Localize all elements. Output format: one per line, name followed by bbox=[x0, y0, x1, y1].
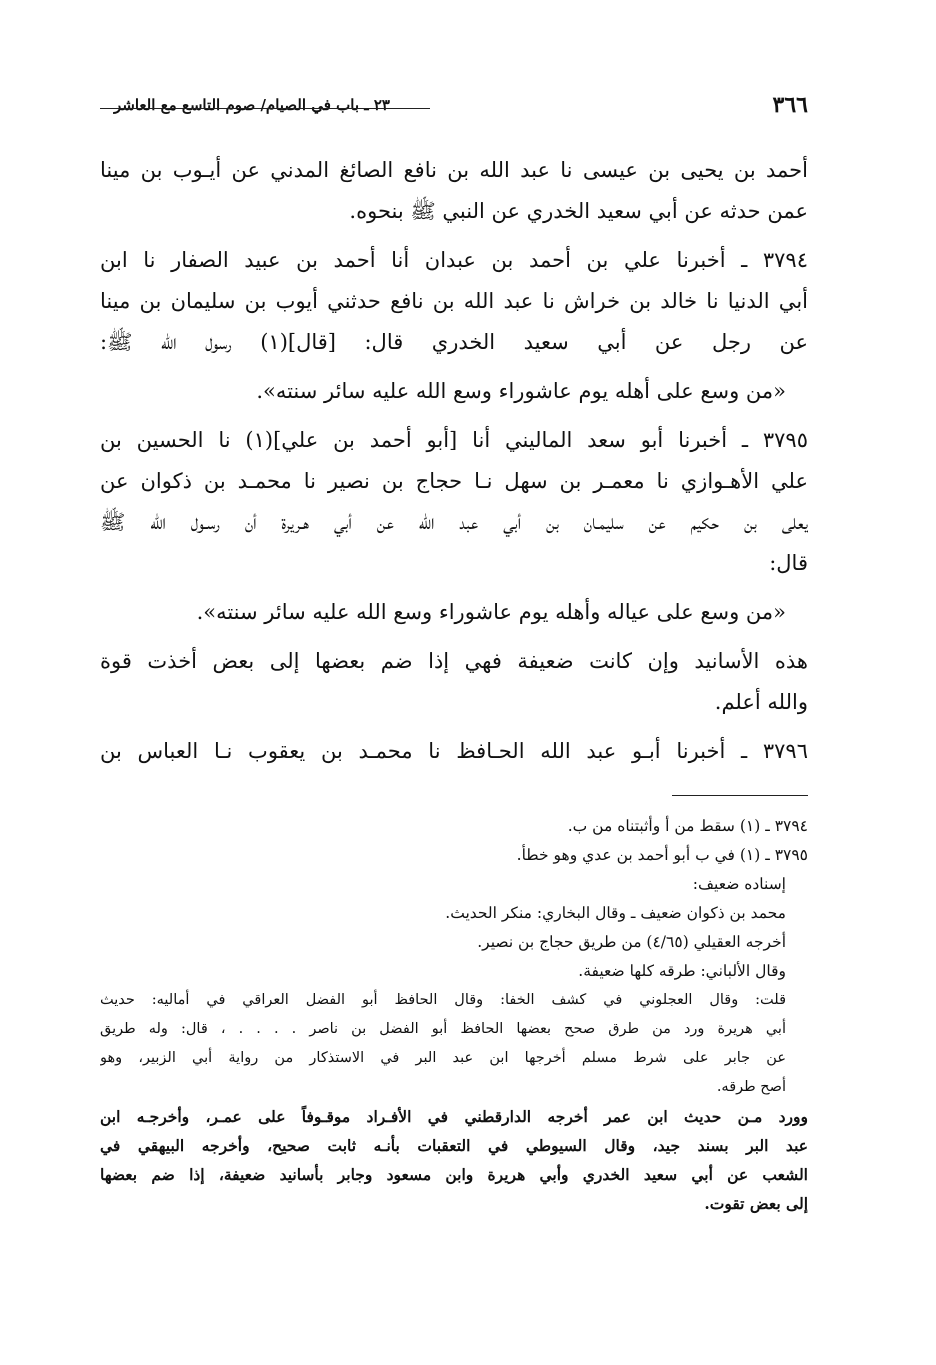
text-line: عن رجل عن أبي سعيد الخدري قال: [قال](١) رسول الله ﷺ: bbox=[100, 330, 808, 354]
footnote-rule bbox=[672, 795, 808, 796]
footnote-line: أخرجه العقيلي (٤/٦٥) من طريق حجاج بن نصير. bbox=[477, 933, 786, 951]
footnote-line: وقال الألباني: طرقه كلها ضعيفة. bbox=[578, 962, 786, 980]
footnote-line: ٣٧٩٤ ـ (١) سقط من أ وأثبتناه من ب. bbox=[567, 817, 808, 835]
running-title: ٢٣ ـ باب في الصيام/ صوم التاسع مع العاشر bbox=[113, 96, 390, 114]
hadith-3796: ٣٧٩٦ ـ أخبرنا أبـو عبد الله الحـافظ نا محمـد بن يعقوب نـا العباس بن bbox=[100, 739, 808, 763]
text-line: أحمد بن يحيى بن عيسى نا عبد الله بن نافع الصائغ المدني عن أيـوب بن مينا bbox=[100, 158, 808, 182]
text-line: أبي الدنيا نا خالد بن خراش نا عبد الله بن نافع حدثني أيوب بن سليمان بن مينا bbox=[100, 289, 808, 313]
hadith-3794: ٣٧٩٤ ـ أخبرنا علي بن أحمد بن عبدان أنا أحمد بن عبيد الصفار نا ابن bbox=[100, 248, 808, 272]
footnote-line: أصح طرقه. bbox=[716, 1079, 786, 1095]
footnote-line: ٣٧٩٥ ـ (١) في ب أبو أحمد بن عدي وهو خطأ. bbox=[516, 846, 808, 864]
text-line: يعلى بن حكيم عن سليمـان بن أبي عبد الله عن أبي هـريرة أن رسـول الله ﷺ bbox=[100, 510, 808, 534]
footnote-line: عن جابر على شرط مسلم أخرجها ابن عبد البر في الاستذكار من رواية أبي الزبير، وهو bbox=[100, 1050, 786, 1066]
page-header bbox=[100, 92, 808, 126]
footnote-line: إسناده ضعيف: bbox=[692, 875, 786, 893]
text-line: عمن حدثه عن أبي سعيد الخدري عن النبي ﷺ بنحوه. bbox=[349, 199, 808, 223]
main-text bbox=[100, 150, 808, 772]
page-number: ٣٦٦ bbox=[772, 92, 808, 118]
text-line: هذه الأسانيد وإن كانت ضعيفة فهي إذا ضم بعضها إلى بعض أخذت قوة bbox=[100, 649, 808, 673]
text-line: والله أعلم. bbox=[714, 690, 808, 714]
footnote-line: قلت: وقال العجلوني في كشف الخفا: وقال الحافظ أبو الفضل العراقي في أماليه: حديث bbox=[100, 992, 786, 1008]
text-line: علي الأهـوازي نا معمـر بن سهل نـا حجاج بن نصير نا محمـد بن ذكوان عن bbox=[100, 469, 808, 493]
hadith-3795: ٣٧٩٥ ـ أخبرنا أبو سعد الماليني أنا [أبو أحمد بن علي](١) نا الحسين بن bbox=[100, 428, 808, 452]
footnote-line: عبد البر بسند جيد، وقال السيوطي في التعقبات بأنـه ثابت صحيح، وأخرجه البيهقي في bbox=[100, 1136, 808, 1155]
header-rule bbox=[100, 108, 430, 109]
footnotes bbox=[100, 812, 808, 1218]
hadith-quote: «من وسع على عياله وأهله يوم عاشوراء وسع الله عليه سائر سنته». bbox=[196, 600, 786, 624]
footnote-line: أبي هريرة ورد من طرق صحح بعضها الحافظ أبو الفضل بن ناصر . . . . ، قال: وله طريق bbox=[100, 1021, 786, 1037]
text-line: قال: bbox=[769, 551, 808, 575]
footnote-line: الشعب عن أبي سعيد الخدري وأبي هريرة وابن مسعود وجابر بأسانيد ضعيفة، إذا ضم بعضها bbox=[100, 1165, 808, 1184]
footnote-line: محمد بن ذكوان ضعيف ـ وقال البخاري: منكر الحديث. bbox=[445, 904, 786, 922]
footnote-line: إلى بعض تقوت. bbox=[704, 1194, 808, 1213]
footnote-line: وورد مـن حديث ابن عمر أخرجه الدارقطني في الأفـراد موقـوفاً على عمـر، وأخرجـه ابن bbox=[100, 1107, 808, 1126]
hadith-quote: «من وسع على أهله يوم عاشوراء وسع الله عليه سائر سنته». bbox=[256, 379, 786, 403]
